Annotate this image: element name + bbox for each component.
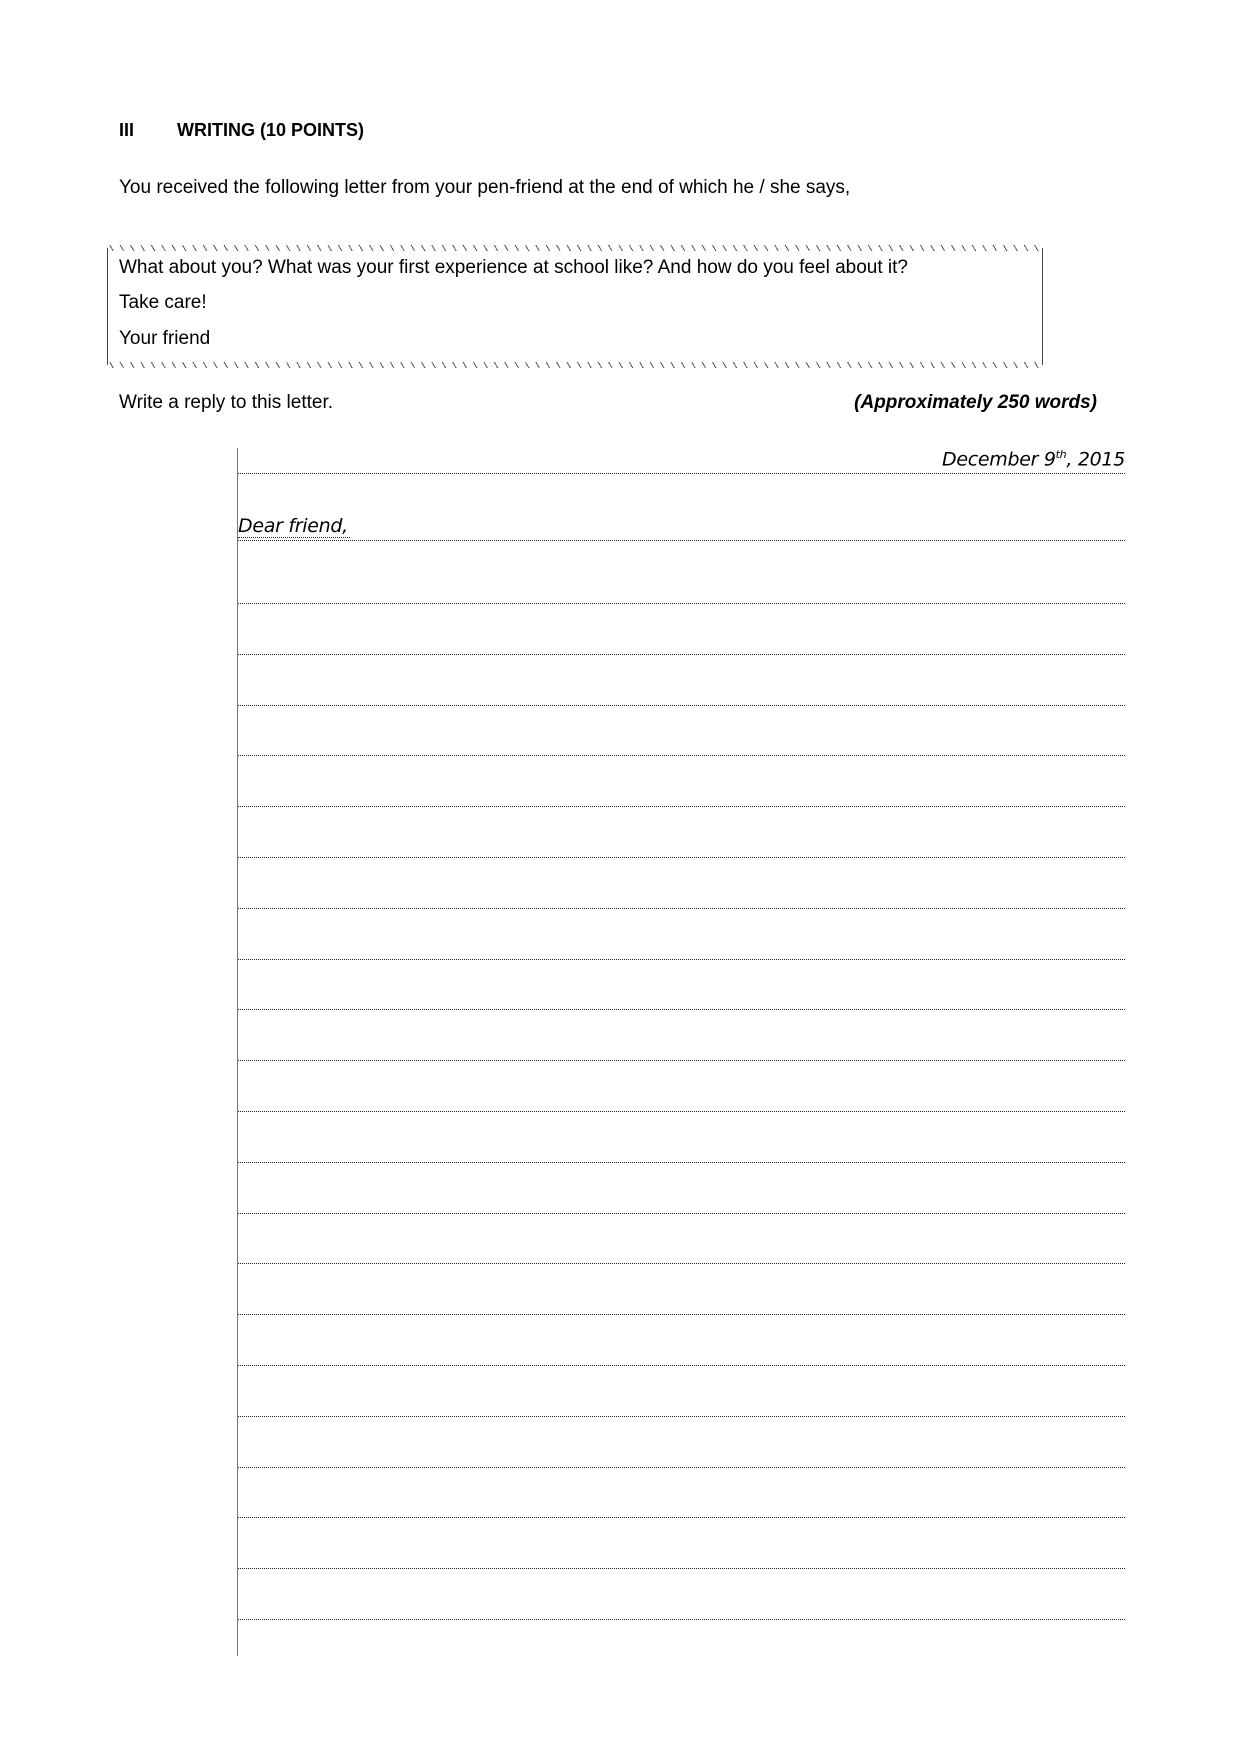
writing-line[interactable]: [238, 1111, 1125, 1112]
writing-line[interactable]: [238, 1162, 1125, 1163]
writing-line[interactable]: [238, 705, 1125, 706]
writing-line[interactable]: [238, 908, 1125, 909]
writing-line[interactable]: [238, 1009, 1125, 1010]
writing-line[interactable]: [238, 1213, 1125, 1214]
writing-line[interactable]: [238, 1314, 1125, 1315]
letter-excerpt-box: [107, 248, 1043, 365]
letter-line: What about you? What was your first experience at school like? And how do you feel about it?: [119, 257, 908, 278]
writing-line[interactable]: [238, 1568, 1125, 1569]
word-count: (Approximately 250 words): [854, 392, 1097, 413]
writing-line[interactable]: [238, 1467, 1125, 1468]
hatched-border-top: [108, 245, 1042, 251]
writing-line[interactable]: [238, 959, 1125, 960]
letter-line: Take care!: [119, 292, 207, 313]
writing-line[interactable]: [238, 1517, 1125, 1518]
writing-line[interactable]: [238, 1263, 1125, 1264]
section-number: III: [119, 120, 135, 140]
greeting: Dear friend,: [238, 515, 348, 537]
task-instruction: Write a reply to this letter.: [119, 392, 334, 413]
date-line[interactable]: [238, 473, 1125, 474]
greeting-line[interactable]: [238, 540, 1125, 541]
writing-line[interactable]: [238, 1060, 1125, 1061]
section-title: WRITING (10 POINTS): [177, 120, 365, 140]
writing-line[interactable]: [238, 654, 1125, 655]
intro-text: You received the following letter from your pen-friend at the end of which he / she says,: [119, 177, 851, 198]
writing-line[interactable]: [238, 1416, 1125, 1417]
writing-line[interactable]: [238, 755, 1125, 756]
writing-line[interactable]: [238, 806, 1125, 807]
writing-line[interactable]: [238, 603, 1125, 604]
writing-line[interactable]: [238, 1365, 1125, 1366]
writing-line[interactable]: [238, 857, 1125, 858]
writing-line[interactable]: [238, 1619, 1125, 1620]
letter-line: Your friend: [119, 328, 211, 349]
hatched-border-bottom: [108, 362, 1042, 368]
margin-line: [237, 448, 238, 1656]
letter-date: December 9th, 2015: [942, 448, 1125, 471]
